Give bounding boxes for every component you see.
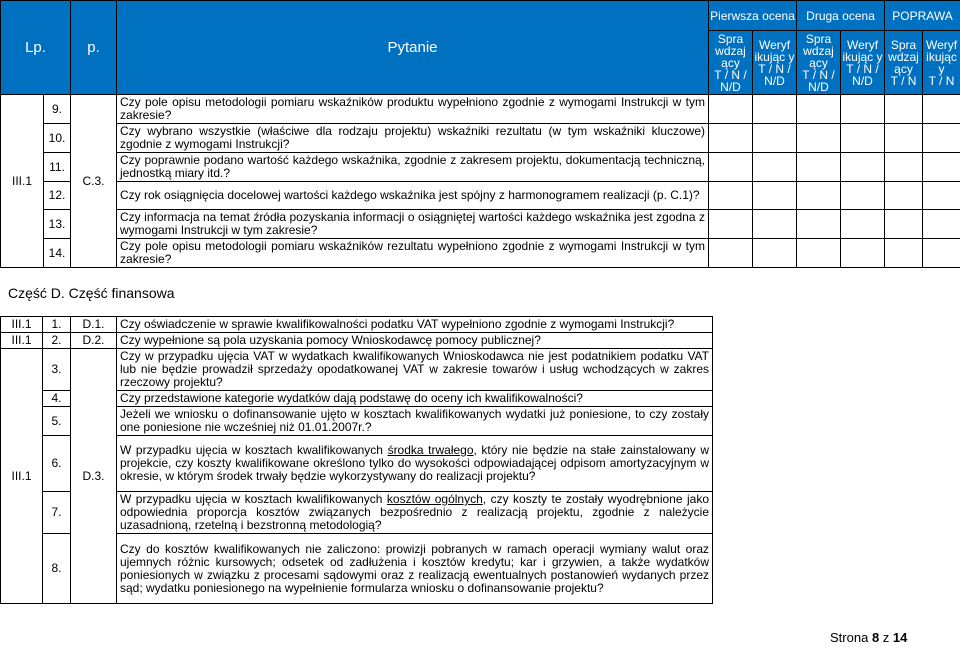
- answer-cell[interactable]: [709, 210, 753, 239]
- question-text-part: W przypadku ujęcia w kosztach kwalifikowanych: [120, 492, 387, 506]
- subsection-cell: D.2.: [71, 333, 117, 349]
- question-text: Czy do kosztów kwalifikowanych nie zaliczono: prowizji pobranych w ramach operacji wymiany walut oraz ujemnych różnic kursowych; odsetek od zadłużenia i kosztów kredytu; kar i grzywien, a także wydatków poniesionych w związku z procesami sądowymi oraz z realizacją ewentualnych postanowień wydanych przez sąd; wydatku poniesionego na wypełnienie formularza wniosku o dofinansowanie projektu?: [117, 534, 713, 604]
- question-text: Czy przedstawione kategorie wydatków dają podstawę do oceny ich kwalifikowalności?: [117, 391, 713, 407]
- header-col-6: [923, 31, 960, 95]
- answer-cell[interactable]: [923, 182, 960, 210]
- answer-cell[interactable]: [885, 210, 923, 239]
- answer-cell[interactable]: [923, 153, 960, 182]
- row-number: 11.: [44, 153, 71, 182]
- group-cell: III.1: [1, 349, 43, 604]
- question-text: Czy w przypadku ujęcia VAT w wydatkach kwalifikowanych Wnioskodawca nie jest podatnikiem podatku VAT lub nie będzie prowadził sprzedaży opodatkowanej VAT w zakresie towarów i usług wchodzących w zakres rzeczowy projektu?: [117, 349, 713, 391]
- question-text: Czy wypełnione są pola uzyskania pomocy Wnioskodawcę pomocy publicznej?: [117, 333, 713, 349]
- section-title: Część D. Część finansowa: [8, 285, 175, 301]
- answer-cell[interactable]: [709, 95, 753, 124]
- answer-cell[interactable]: [709, 182, 753, 210]
- footer-z-label: z: [882, 630, 890, 645]
- group-cell: III.1: [1, 95, 44, 268]
- header-sprawdzajacy-label: Spra wdzaj ący: [888, 37, 919, 76]
- row-number: 5.: [43, 407, 71, 436]
- answer-cell[interactable]: [841, 124, 885, 153]
- question-text: [117, 436, 713, 492]
- header-col-2: [753, 31, 797, 95]
- answer-cell[interactable]: [923, 95, 960, 124]
- header-col-3: [797, 31, 841, 95]
- header-tn-nd-label: T / N / N/D: [758, 61, 791, 88]
- answer-cell[interactable]: [753, 182, 797, 210]
- section-c-table: [0, 0, 960, 268]
- row-number: 6.: [43, 436, 71, 492]
- question-text-part: , który nie będzie na stałe zainstalowany w projekcie, czy koszty kwalifikowane określono tylko do wysokości odpowiadającej odpisom amortyzacyjnym w okresie, w którym środek trwały będzie wykorzystywany do realizacji projektu?: [120, 443, 709, 483]
- answer-cell[interactable]: [797, 239, 841, 268]
- header-weryfikujacy-label: Weryf ikując y: [925, 37, 958, 76]
- answer-cell[interactable]: [841, 239, 885, 268]
- answer-cell[interactable]: [923, 210, 960, 239]
- header-col-5: [885, 31, 923, 95]
- answer-cell[interactable]: [753, 153, 797, 182]
- answer-cell[interactable]: [753, 95, 797, 124]
- answer-cell[interactable]: [923, 239, 960, 268]
- answer-cell[interactable]: [797, 153, 841, 182]
- answer-cell[interactable]: [753, 239, 797, 268]
- answer-cell[interactable]: [797, 210, 841, 239]
- header-sprawdzajacy-label: Spra wdzaj ący: [715, 31, 746, 70]
- answer-cell[interactable]: [885, 239, 923, 268]
- row-number: 9.: [44, 95, 71, 124]
- question-text: Czy pole opisu metodologii pomiaru wskaźników produktu wypełniono zgodnie z wymogami Instrukcji w tym zakresie?: [117, 95, 709, 124]
- group-cell: III.1: [1, 333, 43, 349]
- answer-cell[interactable]: [841, 95, 885, 124]
- question-text: Czy oświadczenie w sprawie kwalifikowalności podatku VAT wypełniono zgodnie z wymogami Instrukcji?: [117, 317, 713, 333]
- question-text: [117, 492, 713, 534]
- header-p: p.: [71, 1, 117, 95]
- page-footer: [830, 630, 907, 645]
- question-text: Jeżeli we wniosku o dofinansowanie ujęto w kosztach kwalifikowanych wydatki już poniesione, to czy zostały one poniesione nie wcześniej niż 01.01.2007r.?: [117, 407, 713, 436]
- header-tn-label: T / N: [928, 73, 955, 88]
- footer-total-pages: 14: [892, 630, 908, 645]
- subsection-cell: D.3.: [71, 349, 117, 604]
- answer-cell[interactable]: [885, 124, 923, 153]
- header-tn-label: T / N: [890, 73, 917, 88]
- question-text: Czy rok osiągnięcia docelowej wartości każdego wskaźnika jest spójny z harmonogramem realizacji (p. C.1)?: [117, 182, 709, 210]
- question-text: Czy informacja na temat źródła pozyskania informacji o osiągniętej wartości każdego wskaźnika jest zgodna z wymogami Instrukcji w tym zakresie?: [117, 210, 709, 239]
- header-col-1: [709, 31, 753, 95]
- header-weryfikujacy-label: Weryf ikując y: [842, 37, 883, 64]
- header-poprawa: POPRAWA: [885, 1, 960, 31]
- answer-cell[interactable]: [709, 153, 753, 182]
- section-d-table: [0, 316, 713, 604]
- answer-cell[interactable]: [885, 153, 923, 182]
- answer-cell[interactable]: [885, 95, 923, 124]
- underlined-term: środka trwałego: [387, 443, 474, 457]
- header-tn-nd-label: T / N / N/D: [714, 67, 747, 94]
- question-text-part: W przypadku ujęcia w kosztach kwalifikowanych: [120, 443, 388, 457]
- answer-cell[interactable]: [753, 210, 797, 239]
- subsection-cell: C.3.: [71, 95, 117, 268]
- subsection-cell: D.1.: [71, 317, 117, 333]
- header-lp: Lp.: [1, 1, 71, 95]
- row-number: 7.: [43, 492, 71, 534]
- question-text: Czy pole opisu metodologii pomiaru wskaźników rezultatu wypełniono zgodnie z wymogami Instrukcji w tym zakresie?: [117, 239, 709, 268]
- question-text: Czy poprawnie podano wartość każdego wskaźnika, zgodnie z zakresem projektu, dokumentacją techniczną, jednostką miary itd.?: [117, 153, 709, 182]
- question-text: Czy wybrano wszystkie (właściwe dla rodzaju projektu) wskaźniki rezultatu (w tym wskaźniki kluczowe) zgodnie z wymogami Instrukcji?: [117, 124, 709, 153]
- underlined-term: kosztów ogólnych: [386, 492, 483, 506]
- row-number: 13.: [44, 210, 71, 239]
- row-number: 14.: [44, 239, 71, 268]
- answer-cell[interactable]: [709, 124, 753, 153]
- row-number: 1.: [43, 317, 71, 333]
- row-number: 3.: [43, 349, 71, 391]
- header-tn-nd-label: T / N / N/D: [802, 67, 835, 94]
- answer-cell[interactable]: [797, 182, 841, 210]
- header-weryfikujacy-label: Weryf ikując y: [754, 37, 795, 64]
- answer-cell[interactable]: [841, 182, 885, 210]
- answer-cell[interactable]: [885, 182, 923, 210]
- row-number: 2.: [43, 333, 71, 349]
- row-number: 12.: [44, 182, 71, 210]
- answer-cell[interactable]: [923, 124, 960, 153]
- answer-cell[interactable]: [841, 153, 885, 182]
- answer-cell[interactable]: [797, 95, 841, 124]
- answer-cell[interactable]: [841, 210, 885, 239]
- answer-cell[interactable]: [797, 124, 841, 153]
- header-sprawdzajacy-label: Spra wdzaj ący: [803, 31, 834, 70]
- row-number: 4.: [43, 391, 71, 407]
- header-col-4: [841, 31, 885, 95]
- footer-current-page: 8: [871, 630, 880, 645]
- header-tn-nd-label: T / N / N/D: [846, 61, 879, 88]
- header-pierwsza-ocena: Pierwsza ocena: [709, 1, 797, 31]
- group-cell: III.1: [1, 317, 43, 333]
- question-text-part: , czy koszty te zostały wyodrębnione jako odpowiednia proporcja kosztów związanych bezpośrednio z realizacją projektu, zgodnie z należycie uzasadnioną, rzetelną i bezstronną metodologią?: [120, 492, 709, 532]
- header-druga-ocena: Druga ocena: [797, 1, 885, 31]
- row-number: 8.: [43, 534, 71, 604]
- header-pytanie: Pytanie: [117, 1, 709, 95]
- answer-cell[interactable]: [753, 124, 797, 153]
- footer-strona-label: Strona: [830, 630, 869, 645]
- row-number: 10.: [44, 124, 71, 153]
- answer-cell[interactable]: [709, 239, 753, 268]
